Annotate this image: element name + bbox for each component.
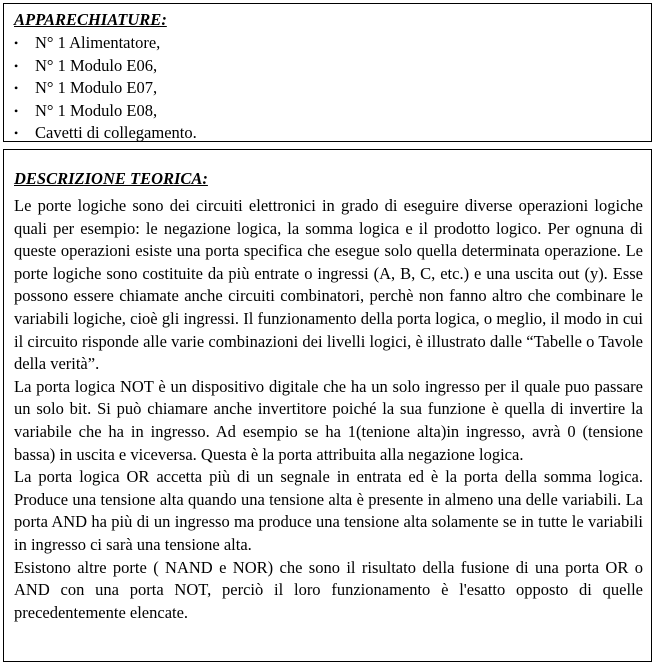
bullet-icon: • xyxy=(14,103,19,118)
equipment-section xyxy=(3,3,652,142)
bullet-icon: • xyxy=(14,58,19,73)
equipment-heading: APPARECHIATURE: xyxy=(14,10,167,29)
theory-paragraph-not: La porta logica NOT è un dispositivo digitale che ha un solo ingresso per il quale puo passare un solo bit. Si può chiamare anche invertitore poiché la sua funzione è quella di invertire la variabile che ha in ingresso. Ad esempio se ha 1(tenione alta)in ingresso, avrà 0 (tensione bassa) in uscita e viceversa. Questa è la porta attribuita alla negazione logica. xyxy=(14,376,643,464)
list-item xyxy=(14,55,643,78)
theory-heading: DESCRIZIONE TEORICA: xyxy=(14,169,208,188)
list-item xyxy=(14,32,643,55)
list-item-text: Cavetti di collegamento. xyxy=(35,123,197,142)
bullet-icon: • xyxy=(14,126,19,140)
theory-paragraph-nand-nor: Esistono altre porte ( NAND e NOR) che sono il risultato della fusione di una porta OR o AND con una porta NOT, perciò il loro funzionamento è l'esatto opposto di quelle precedentemente elencate. xyxy=(14,557,643,622)
list-item-text: N° 1 Alimentatore, xyxy=(35,33,161,52)
list-item xyxy=(14,122,643,145)
list-item xyxy=(14,77,643,100)
theory-paragraph-intro: Le porte logiche sono dei circuiti elettronici in grado di eseguire diverse operazioni logiche quali per esempio: le negazione logica, la somma logica e il prodotto logico. Per ognuna di queste operazioni esiste una porta specifica che esegue solo quella determinata operazione. Le porte logiche sono costituite da più entrate o ingressi (A, B, C, etc.) e una uscita out (y). Esse possono essere chiamate anche circuiti combinatori, perchè non fanno altro che combinare le variabili logiche, cioè gli ingressi. Il funzionamento della porta logica, o meglio, il modo in cui il circuito risponde alle varie combinazioni dei livelli logici, è illustrato dalle “Tabelle o Tavole della verità”. xyxy=(14,196,643,374)
equipment-list xyxy=(14,32,643,145)
list-item-text: N° 1 Modulo E07, xyxy=(35,78,158,97)
list-item-text: N° 1 Modulo E06, xyxy=(35,55,158,75)
theory-section xyxy=(3,149,652,662)
theory-paragraph-or-and: La porta logica OR accetta più di un segnale in entrata ed è la porta della somma logica. Produce una tensione alta quando una tensione alta è presente in almeno una delle variabili. La porta AND ha più di un ingresso ma produce una tensione alta solamente se in tutte le variabili in ingresso ci sarà una tensione alta. xyxy=(14,467,643,554)
bullet-icon: • xyxy=(14,81,19,95)
list-item xyxy=(14,100,643,123)
list-item-text: N° 1 Modulo E08, xyxy=(35,100,158,120)
bullet-icon: • xyxy=(14,36,19,50)
